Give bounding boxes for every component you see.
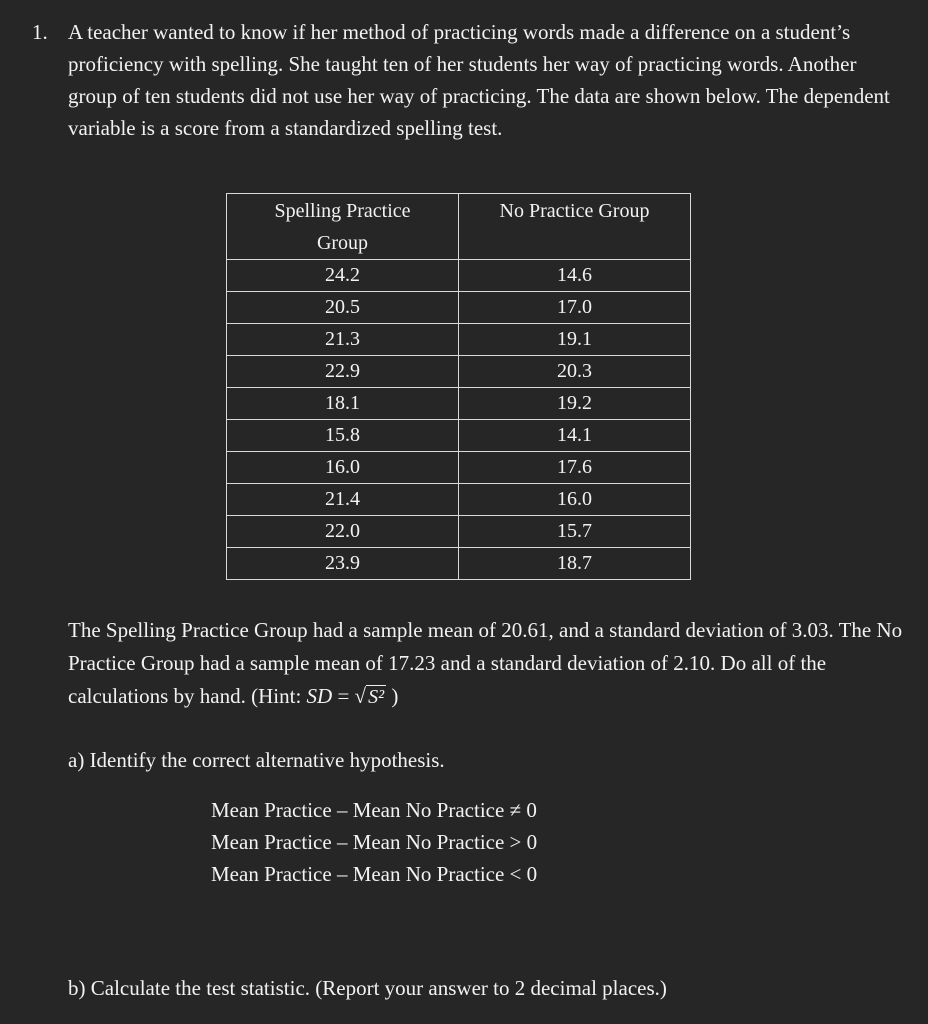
table-row [227,548,691,580]
hypothesis-option-not-equal[interactable]: Mean Practice – Mean No Practice ≠ 0 [211,798,537,822]
table-row [227,452,691,484]
summary-text: The Spelling Practice Group had a sample mean of 20.61, and a standard deviation of 3.03. The No Practice Group had a sample mean of 17.23 and a standard deviation of 2.10. Do all of the calculations by hand. (Hint: [68,618,903,708]
question-number: 1. [32,20,48,44]
table-row [227,292,691,324]
table-row [227,388,691,420]
table-cell-practice: 20.5 [227,292,459,324]
table-row [227,356,691,388]
table-cell-practice: 22.0 [227,516,459,548]
table-cell-no-practice: 14.1 [459,420,691,452]
table-header-row [227,194,691,260]
table-row [227,516,691,548]
hint-sqrt-formula [355,680,387,714]
radicand: S² [368,686,385,708]
data-table [226,193,691,580]
part-a-prompt: a) Identify the correct alternative hypothesis. [68,748,445,772]
table-cell-practice: 21.3 [227,324,459,356]
summary-paragraph [68,614,908,714]
table-cell-no-practice: 17.6 [459,452,691,484]
hypothesis-options [211,794,537,890]
hint-close: ) [386,684,399,708]
table-cell-no-practice: 15.7 [459,516,691,548]
table-cell-practice: 18.1 [227,388,459,420]
table-cell-practice: 24.2 [227,260,459,292]
column-header-practice: Spelling Practice Group [227,194,459,260]
table-cell-practice: 22.9 [227,356,459,388]
radical-sign: √ [354,684,367,708]
question-intro: A teacher wanted to know if her method of practicing words made a difference on a student’s proficiency with spelling. She taught ten of her students her way of practicing words. Another group of ten students did not use her way of practicing. The data are shown below. The dependent variable is a score from a standardized spelling test. [68,20,890,140]
hint-equals: = [332,684,355,708]
table-cell-practice: 23.9 [227,548,459,580]
table-row [227,420,691,452]
table-cell-no-practice: 16.0 [459,484,691,516]
table-cell-practice: 15.8 [227,420,459,452]
table-cell-no-practice: 20.3 [459,356,691,388]
table-cell-no-practice: 17.0 [459,292,691,324]
hypothesis-option-less[interactable]: Mean Practice – Mean No Practice < 0 [211,862,538,886]
column-header-no-practice: No Practice Group [459,194,691,260]
table-row [227,260,691,292]
hint-sd-symbol: SD [306,684,333,708]
hypothesis-option-greater[interactable]: Mean Practice – Mean No Practice > 0 [211,830,538,854]
part-b-prompt: b) Calculate the test statistic. (Report your answer to 2 decimal places.) [68,976,667,1000]
table-cell-practice: 16.0 [227,452,459,484]
table-cell-no-practice: 18.7 [459,548,691,580]
table-cell-practice: 21.4 [227,484,459,516]
table-cell-no-practice: 19.2 [459,388,691,420]
table-row [227,324,691,356]
table-row [227,484,691,516]
table-cell-no-practice: 14.6 [459,260,691,292]
table-cell-no-practice: 19.1 [459,324,691,356]
